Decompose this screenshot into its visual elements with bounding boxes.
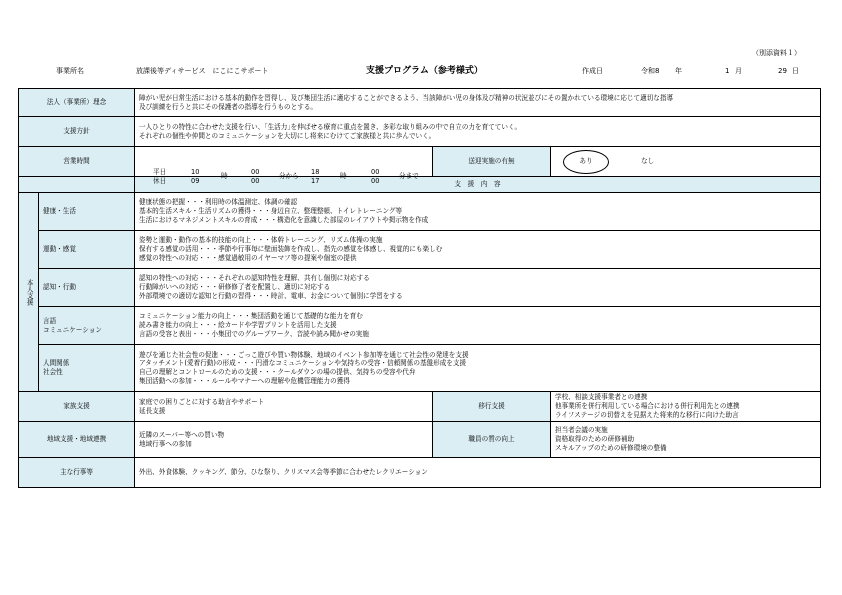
content-line: 近隣のスーパー等への買い物 — [139, 430, 225, 439]
support-header-blank — [19, 177, 135, 193]
support-header: 支 援 内 容 — [135, 177, 821, 193]
category-name: 健康・生活 — [39, 193, 135, 231]
content-line: 生活におけるマネジメントスキルの育成・・・構造化を意識した部屋のレイアウトや掲示物を作成 — [139, 215, 429, 224]
content-line: 自己の理解とコントロールのための支援・・・クールダウンの場の提供、気持ちの受容や代弁 — [139, 368, 416, 376]
transition-support-label: 移行支援 — [433, 392, 551, 422]
staff-quality-label: 職員の質の向上 — [433, 422, 551, 458]
category-content — [135, 307, 821, 345]
transport-yes-selected[interactable] — [563, 150, 609, 174]
facility-name: 放課後等ディサービス にこにこサポート — [136, 67, 269, 75]
content-line: 言語の受容と表出・・・小集団でのグループワーク、音読や読み聞かせの実施 — [139, 329, 369, 338]
date-era: 令和8 — [641, 67, 660, 75]
content-line: スキルアップのための研修環境の整備 — [555, 443, 667, 452]
weekday-start-minute: 00 — [251, 167, 260, 176]
policy-row — [19, 117, 821, 147]
support-header-row — [19, 177, 821, 193]
community-support-label: 地域支援・地域連携 — [19, 422, 135, 458]
content-line: 家庭での困りごとに対する助言やサポート — [139, 397, 265, 406]
weekday-label: 平日 — [153, 167, 167, 176]
category-name: 認知・行動 — [39, 269, 135, 307]
content-line: 資格取得のための研修補助 — [555, 435, 635, 444]
content-line: 保有する感覚の活用・・・季節や行事毎に壁面装飾を作成し、指先の感覚を体感し、視覚的にも楽しむ — [139, 245, 443, 254]
transport-options — [551, 147, 821, 177]
from-label: 分から — [279, 171, 299, 180]
category-row — [19, 307, 821, 345]
events-content: 外出、外食体験、クッキング、節分、ひな祭り、クリスマス会等季節に合わせたレクリエーション — [135, 458, 821, 488]
category-content — [135, 193, 821, 231]
holiday-start-minute: 00 — [251, 176, 260, 185]
content-line: 集団活動への参加・・・ルールやマナーへの理解や危機管理能力の獲得 — [139, 376, 350, 385]
community-staff-row — [19, 422, 821, 458]
holiday-start-hour: 09 — [191, 176, 200, 185]
transport-no[interactable]: なし — [641, 157, 655, 166]
holiday-end-minute: 00 — [371, 176, 380, 185]
content-line: 延長支援 — [139, 406, 166, 415]
community-support-content — [135, 422, 433, 458]
support-program-table — [18, 88, 821, 488]
policy-label: 支援方針 — [19, 117, 135, 147]
policy-text — [135, 117, 821, 147]
category-name: 運動・感覚 — [39, 231, 135, 269]
attachment-note: （別添資料１） — [752, 49, 801, 57]
philosophy-line: 及び訓練を行うと共にその保護者の指導を行うものとする。 — [139, 102, 318, 111]
weekday-start-hour: 10 — [191, 167, 200, 176]
content-line: ライフステージの切替えを見据えた将来的な移行に向けた助言 — [555, 410, 739, 419]
hour-unit: 時 — [221, 171, 228, 180]
weekday-end-hour: 18 — [311, 167, 320, 176]
content-line: 認知の特性への対応・・・それぞれの認知特性を理解、共有し個別に対応する — [139, 274, 370, 283]
policy-line: 一人ひとりの特性に合わせた支援を行い、｢生活力｣を伸ばせる療育に重点を置き、多彩な取り組みの中で自立の力を育てていく。 — [139, 122, 522, 131]
personal-support-label: 本人支援 — [19, 193, 39, 392]
hours-label: 営業時間 — [19, 147, 135, 177]
category-name: 言語 コミュニケーション — [39, 307, 135, 345]
family-support-content — [135, 392, 433, 422]
category-content — [135, 269, 821, 307]
content-line: 遊びを通じた社会性の促進・・・ごっこ遊びや買い物体験、地域のイベント参加等を通じて社会性の発達を支援 — [139, 350, 469, 359]
date-day: 29 — [778, 67, 787, 75]
transport-label: 送迎実施の有無 — [433, 147, 551, 177]
events-row — [19, 458, 821, 488]
category-row — [19, 269, 821, 307]
content-line: 健康状態の把握・・・利用時の体温測定、体調の確認 — [139, 198, 298, 207]
philosophy-label: 法人（事業所）理念 — [19, 89, 135, 117]
content-line: 姿勢と運動・動作の基本的技能の向上・・・体幹トレーニング、リズム体操の実施 — [139, 236, 383, 245]
category-row — [19, 345, 821, 392]
date-month-unit: 月 — [735, 67, 742, 75]
policy-line: それぞれの個性や仲間とのコミュニケーションを大切にし将来にむけてご家族様と共に歩んでいく。 — [139, 131, 436, 140]
hours-detail — [135, 147, 433, 185]
staff-quality-content — [551, 422, 821, 458]
philosophy-row — [19, 89, 821, 117]
category-name: 人間関係 社会性 — [39, 345, 135, 392]
content-line: 他事業所を併行利用している場合における併行利用先との連携 — [555, 402, 740, 411]
transport-yes: あり — [579, 157, 593, 166]
content-line: 読み書き能力の向上・・・絵カードや学習プリントを活用した支援 — [139, 321, 337, 330]
transition-support-content — [551, 392, 821, 422]
content-line: 行動障がいへの対応・・・研修修了者を配置し、適切に対応する — [139, 283, 331, 292]
content-line: 外部環境での適切な認知と行動の習得・・・時計、電車、お金について個別に学習をする — [139, 291, 403, 300]
until-label: 分まで — [399, 171, 419, 180]
facility-label: 事業所名 — [56, 67, 84, 75]
hour-unit: 時 — [340, 171, 347, 180]
category-content — [135, 345, 821, 392]
content-line: 担当者会議の実施 — [555, 426, 608, 435]
content-line: アタッチメント(愛着行動)の形成・・・円滑なコミュニケーションや気持ちの受容・信頼関係の基盤形成を支援 — [139, 359, 467, 368]
content-line: 感覚の特性への対応・・・感覚過敏用のイヤーマフ等の提案や個室の提供 — [139, 253, 357, 262]
hours-row — [19, 147, 821, 177]
date-label: 作成日 — [582, 67, 603, 75]
family-support-label: 家族支援 — [19, 392, 135, 422]
content-line: 地域行事への参加 — [139, 439, 192, 448]
date-day-unit: 日 — [792, 67, 799, 75]
date-month: 1 — [725, 67, 730, 75]
category-content — [135, 231, 821, 269]
content-line: コミュニケーション能力の向上・・・集団活動を通じて基礎的な能力を育む — [139, 312, 363, 321]
events-label: 主な行事等 — [19, 458, 135, 488]
page-title: 支援プログラム（参考様式） — [366, 66, 483, 76]
holiday-label: 休日 — [153, 176, 167, 185]
date-year-unit: 年 — [675, 67, 682, 75]
philosophy-text — [135, 89, 821, 117]
philosophy-line: 障がい児が日常生活における基本的動作を習得し、及び集団生活に適応することができるよう、当該障がい児の身体及び精神の状況並びにその置かれている環境に応じて適切な指導 — [139, 93, 674, 102]
category-row — [19, 193, 821, 231]
content-line: 基本的生活スキル・生活リズムの獲得・・・身辺自立、整理整頓、トイレトレーニング等 — [139, 207, 403, 216]
weekday-end-minute: 00 — [371, 167, 380, 176]
content-line: 学校、相談支援事業者との連携 — [555, 393, 648, 402]
category-row — [19, 231, 821, 269]
family-transition-row — [19, 392, 821, 422]
holiday-end-hour: 17 — [311, 176, 320, 185]
